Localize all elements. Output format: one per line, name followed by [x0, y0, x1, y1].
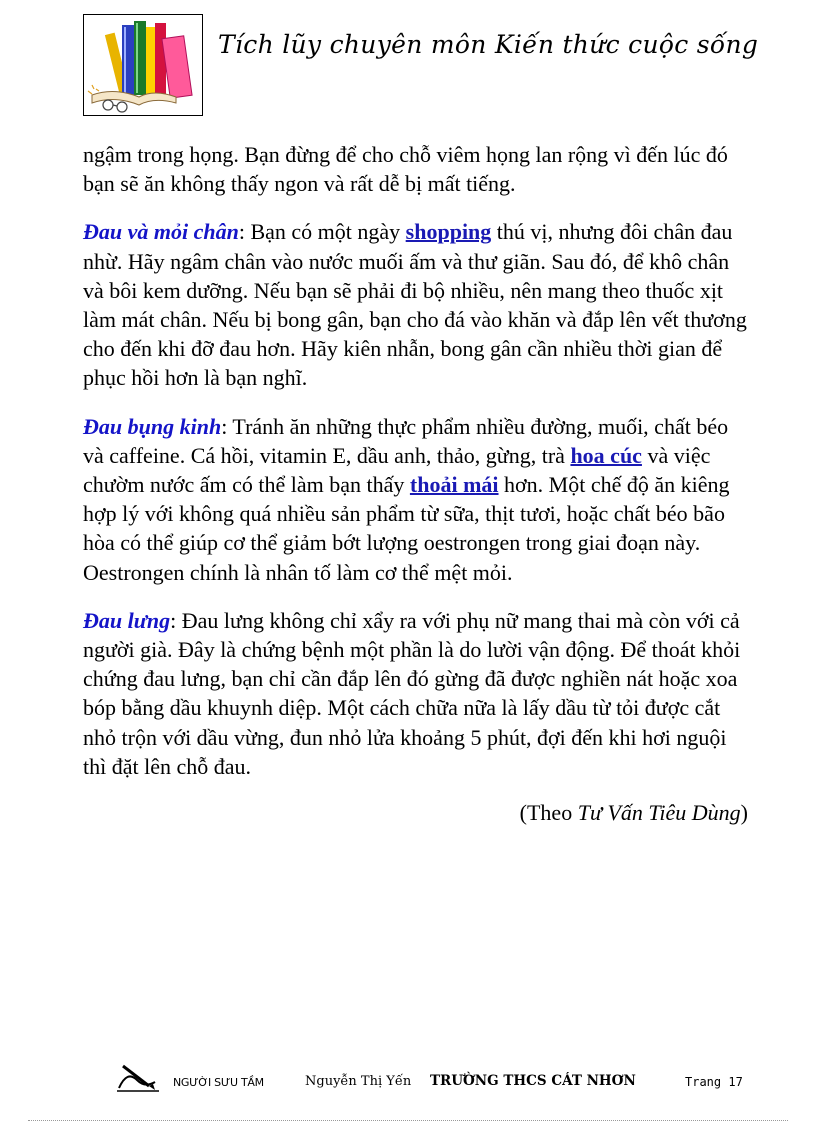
- footer-author: Nguyễn Thị Yến: [305, 1074, 412, 1089]
- link-thoai-mai[interactable]: thoải mái: [409, 472, 499, 498]
- paragraph-text: thú vị, nhưng đôi chân đau nhừ. Hãy ngâm chân vào nước muối ấm và thư giãn. Sau đó, để khô chân và bôi kem dưỡng. Nếu bạn sẽ phải đi bộ nhiều, nên mang theo thuốc xịt làm mát chân. Nếu bị bong gân, bạn cho đá vào khăn và đắp lên vết thương cho đến khi đỡ đau hơn. Hãy kiên nhẫn, bong gân cần nhiều thời gian để phục hồi hơn là bạn nghĩ.: [83, 219, 747, 391]
- paragraph-foot-pain: [83, 217, 748, 392]
- article-body: [83, 140, 748, 827]
- books-icon: [83, 14, 203, 116]
- link-hoa-cuc[interactable]: hoa cúc: [570, 442, 642, 468]
- bottom-dotted-divider: [28, 1120, 788, 1121]
- header-title: Tích lũy chuyên môn Kiến thức cuộc sống: [218, 30, 759, 59]
- paragraph-text: hơn. Một chế độ ăn kiêng hợp lý với không quá nhiều sản phẩm từ sữa, thịt tươi, hoặc chất béo bão hòa có thể giúp cơ thể giảm bớt lượng oestrongen trong giai đoạn này. Oestrongen chính là nhân tố làm cơ thể mệt mỏi.: [83, 472, 730, 585]
- paragraph-back-pain: [83, 606, 748, 781]
- heading-back-pain: Đau lưng: [83, 607, 171, 633]
- source-name: Tư Vấn Tiêu Dùng: [577, 800, 741, 826]
- paragraph-text: : Bạn có một ngày: [238, 219, 406, 245]
- paragraph-text: ngậm trong họng. Bạn đừng để cho chỗ viêm họng lan rộng vì đến lúc đó bạn sẽ ăn không thấy ngon và rất dễ bị mất tiếng.: [83, 142, 728, 197]
- paragraph-text: : Đau lưng không chỉ xẩy ra với phụ nữ mang thai mà còn với cả người già. Đây là chứng bệnh một phần là do lười vận động. Để thoát khỏi chứng đau lưng, bạn chỉ cần đắp lên đó gừng đã được nghiền nát hoặc xoa bóp bằng dầu khuynh diệp. Một cách chữa nữa là lấy dầu từ tỏi được cắt nhỏ trộn với dầu vừng, đun nhỏ lửa khoảng 5 phút, đợi đến khi hơi nguội thì đặt lên chỗ đau.: [83, 607, 741, 779]
- paragraph-1: [83, 140, 748, 198]
- footer-school: TRƯỜNG THCS CÁT NHƠN: [430, 1073, 636, 1089]
- pen-writing-icon: [115, 1060, 163, 1094]
- paragraph-text: : Tránh ăn những thực phẩm nhiều đường, muối, chất béo và caffeine. Cá hồi, vitamin E, dầu anh, thảo, gừng, trà: [83, 413, 729, 468]
- footer-page-number: Trang 17: [685, 1075, 743, 1089]
- link-shopping[interactable]: shopping: [405, 219, 492, 245]
- heading-menstrual-pain: Đau bụng kinh: [83, 413, 222, 439]
- source-citation: (Theo Tư Vấn Tiêu Dùng): [519, 800, 748, 826]
- heading-foot-pain: Đau và mỏi chân: [83, 219, 239, 245]
- footer-collector: NGƯỜI SƯU TẦM: [173, 1076, 264, 1089]
- paragraph-text: và việc chườm nước ấm có thể làm bạn thấy: [83, 442, 711, 498]
- paragraph-menstrual-pain: [83, 412, 748, 587]
- page-footer: [115, 1060, 755, 1100]
